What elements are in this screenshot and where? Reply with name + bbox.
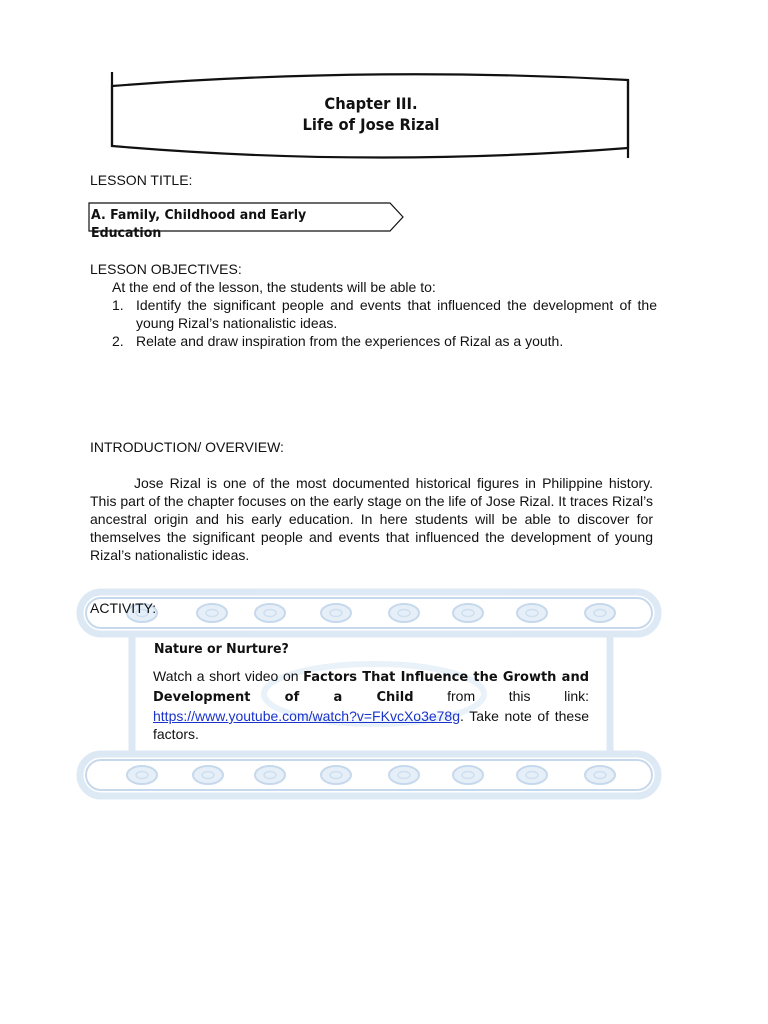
frame-hole-bottom xyxy=(255,766,285,784)
objective-number: 2. xyxy=(112,333,124,349)
frame-hole-bottom xyxy=(389,766,419,784)
activity-text-before: Watch a short video on xyxy=(153,668,304,684)
objective-number: 1. xyxy=(112,297,124,313)
activity-text-middle: from this link: xyxy=(413,688,589,704)
objective-text: Identify the significant people and events that influenced the development of the young Rizal’s nationalistic ideas. xyxy=(136,297,657,331)
frame-hole-top xyxy=(255,604,285,622)
activity-instructions xyxy=(153,667,589,743)
objectives-label: LESSON OBJECTIVES: xyxy=(90,261,242,277)
activity-label: ACTIVITY: xyxy=(90,600,157,616)
frame-hole-bottom xyxy=(585,766,615,784)
objective-item xyxy=(112,332,657,350)
lesson-title-label: LESSON TITLE: xyxy=(90,172,193,188)
introduction-label: INTRODUCTION/ OVERVIEW: xyxy=(90,439,284,455)
objectives-intro: At the end of the lesson, the students will be able to: xyxy=(112,279,436,295)
objectives-list xyxy=(112,296,657,350)
chapter-number: Chapter III. xyxy=(324,94,418,113)
activity-video-link[interactable]: https://www.youtube.com/watch?v=FKvcXo3e78g xyxy=(153,708,460,724)
chapter-heading xyxy=(136,93,605,135)
frame-hole-top xyxy=(453,604,483,622)
activity-video-title: Factors That Influence the Growth and Development of a Child xyxy=(153,670,589,705)
frame-hole-bottom xyxy=(517,766,547,784)
frame-hole-bottom xyxy=(127,766,157,784)
objective-item xyxy=(112,296,657,332)
chapter-title: Life of Jose Rizal xyxy=(302,115,440,134)
introduction-text: Jose Rizal is one of the most documented historical figures in Philippine history. This part of the chapter focuses on the early stage on the life of Jose Rizal. It traces Rizal’s ancestral origin and his early education. In here students will be able to discover for themselves the significant people and events that influenced the development of young Rizal’s nationalistic ideas. xyxy=(90,475,653,563)
frame-hole-top xyxy=(197,604,227,622)
activity-text-after: . Take note of these factors. xyxy=(153,708,589,742)
activity-title: Nature or Nurture? xyxy=(154,641,289,657)
frame-hole-bottom xyxy=(193,766,223,784)
frame-hole-bottom xyxy=(321,766,351,784)
frame-hole-top xyxy=(517,604,547,622)
frame-hole-top xyxy=(321,604,351,622)
frame-hole-top xyxy=(389,604,419,622)
lesson-title-value: A. Family, Childhood and Early Education xyxy=(91,207,307,241)
frame-hole-bottom xyxy=(453,766,483,784)
frame-hole-top xyxy=(585,604,615,622)
objective-text: Relate and draw inspiration from the experiences of Rizal as a youth. xyxy=(136,333,564,349)
